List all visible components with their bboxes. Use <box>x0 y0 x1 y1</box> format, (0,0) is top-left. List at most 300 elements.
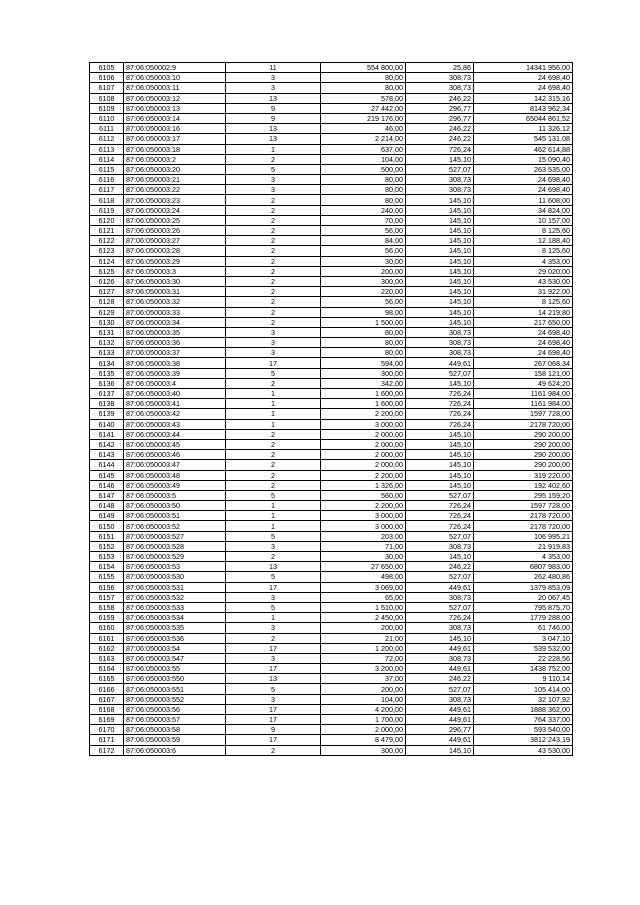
row-number-cell: 6126 <box>90 276 124 286</box>
cadastral-value-cell: 2178 720,00 <box>474 521 573 531</box>
group-code-cell: 3 <box>226 694 321 704</box>
cadastral-value-cell: 8 125,60 <box>474 226 573 236</box>
unit-rate-cell: 145,10 <box>406 470 474 480</box>
cadastral-value-cell: 24 698,40 <box>474 83 573 93</box>
row-number-cell: 6112 <box>90 134 124 144</box>
cadastral-number-cell: 87:06:050003:552 <box>124 694 226 704</box>
group-code-cell: 2 <box>226 226 321 236</box>
area-value-cell: 300,00 <box>321 276 406 286</box>
cadastral-number-cell: 87:06:050003:14 <box>124 113 226 123</box>
area-value-cell: 2 000,00 <box>321 439 406 449</box>
unit-rate-cell: 145,10 <box>406 236 474 246</box>
unit-rate-cell: 449,61 <box>406 358 474 368</box>
unit-rate-cell: 449,61 <box>406 582 474 592</box>
unit-rate-cell: 145,10 <box>406 297 474 307</box>
unit-rate-cell: 145,10 <box>406 205 474 215</box>
row-number-cell: 6147 <box>90 490 124 500</box>
row-number-cell: 6150 <box>90 521 124 531</box>
row-number-cell: 6133 <box>90 348 124 358</box>
table-row <box>90 297 573 307</box>
cadastral-value-cell: 462 614,88 <box>474 144 573 154</box>
area-value-cell: 70,00 <box>321 215 406 225</box>
area-value-cell: 80,00 <box>321 73 406 83</box>
group-code-cell: 3 <box>226 338 321 348</box>
unit-rate-cell: 145,10 <box>406 460 474 470</box>
cadastral-number-cell: 87:06:050003:41 <box>124 399 226 409</box>
table-row <box>90 490 573 500</box>
cadastral-value-cell: 4 353,00 <box>474 552 573 562</box>
cadastral-number-cell: 87:06:050003:56 <box>124 704 226 714</box>
cadastral-number-cell: 87:06:050003:22 <box>124 185 226 195</box>
table-row <box>90 643 573 653</box>
cadastral-number-cell: 87:06:050003:5 <box>124 490 226 500</box>
table-row <box>90 460 573 470</box>
row-number-cell: 6116 <box>90 175 124 185</box>
area-value-cell: 30,00 <box>321 256 406 266</box>
table-row <box>90 623 573 633</box>
cadastral-number-cell: 87:06:050003:47 <box>124 460 226 470</box>
group-code-cell: 2 <box>226 205 321 215</box>
row-number-cell: 6154 <box>90 562 124 572</box>
area-value-cell: 1 600,00 <box>321 399 406 409</box>
cadastral-value-cell: 290 200,00 <box>474 429 573 439</box>
cadastral-value-cell: 15 090,40 <box>474 154 573 164</box>
table-row <box>90 134 573 144</box>
cadastral-number-cell: 87:06:050003:529 <box>124 552 226 562</box>
group-code-cell: 3 <box>226 73 321 83</box>
row-number-cell: 6165 <box>90 674 124 684</box>
table-row <box>90 113 573 123</box>
area-value-cell: 1 510,00 <box>321 602 406 612</box>
table-row <box>90 582 573 592</box>
cadastral-number-cell: 87:06:050003:36 <box>124 338 226 348</box>
table-row <box>90 409 573 419</box>
table-row <box>90 144 573 154</box>
unit-rate-cell: 527,07 <box>406 572 474 582</box>
area-value-cell: 71,00 <box>321 541 406 551</box>
cadastral-number-cell: 87:06:050003:530 <box>124 572 226 582</box>
unit-rate-cell: 527,07 <box>406 602 474 612</box>
cadastral-value-cell: 262 480,86 <box>474 572 573 582</box>
row-number-cell: 6111 <box>90 124 124 134</box>
row-number-cell: 6127 <box>90 287 124 297</box>
unit-rate-cell: 145,10 <box>406 633 474 643</box>
area-value-cell: 21,00 <box>321 633 406 643</box>
cadastral-value-cell: 290 200,00 <box>474 450 573 460</box>
unit-rate-cell: 726,24 <box>406 613 474 623</box>
table-row <box>90 541 573 551</box>
table-row <box>90 552 573 562</box>
table-row <box>90 124 573 134</box>
group-code-cell: 2 <box>226 236 321 246</box>
row-number-cell: 6170 <box>90 725 124 735</box>
cadastral-value-cell: 217 650,00 <box>474 317 573 327</box>
unit-rate-cell: 145,10 <box>406 276 474 286</box>
unit-rate-cell: 726,24 <box>406 419 474 429</box>
table-row <box>90 378 573 388</box>
cadastral-number-cell: 87:06:050003:26 <box>124 226 226 236</box>
area-value-cell: 300,00 <box>321 745 406 755</box>
row-number-cell: 6166 <box>90 684 124 694</box>
group-code-cell: 2 <box>226 450 321 460</box>
unit-rate-cell: 25,86 <box>406 63 474 73</box>
table-row <box>90 175 573 185</box>
unit-rate-cell: 449,61 <box>406 704 474 714</box>
unit-rate-cell: 145,10 <box>406 429 474 439</box>
cadastral-number-cell: 87:06:050003:28 <box>124 246 226 256</box>
unit-rate-cell: 308,73 <box>406 83 474 93</box>
table-row <box>90 419 573 429</box>
table-row <box>90 83 573 93</box>
area-value-cell: 203,00 <box>321 531 406 541</box>
cadastral-value-cell: 290 200,00 <box>474 439 573 449</box>
cadastral-value-cell: 34 824,00 <box>474 205 573 215</box>
group-code-cell: 17 <box>226 664 321 674</box>
cadastral-value-cell: 24 698,40 <box>474 348 573 358</box>
cadastral-value-cell: 24 698,40 <box>474 185 573 195</box>
table-row <box>90 562 573 572</box>
area-value-cell: 2 000,00 <box>321 429 406 439</box>
unit-rate-cell: 527,07 <box>406 164 474 174</box>
area-value-cell: 3 200,00 <box>321 664 406 674</box>
cadastral-value-cell: 22 228,56 <box>474 653 573 663</box>
row-number-cell: 6119 <box>90 205 124 215</box>
unit-rate-cell: 449,61 <box>406 664 474 674</box>
area-value-cell: 200,00 <box>321 266 406 276</box>
cadastral-value-cell: 14 219,80 <box>474 307 573 317</box>
cadastral-value-cell: 43 530,00 <box>474 276 573 286</box>
row-number-cell: 6131 <box>90 327 124 337</box>
cadastral-value-cell: 65044 861,52 <box>474 113 573 123</box>
area-value-cell: 2 000,00 <box>321 450 406 460</box>
table-row <box>90 501 573 511</box>
area-value-cell: 80,00 <box>321 348 406 358</box>
row-number-cell: 6109 <box>90 103 124 113</box>
area-value-cell: 104,00 <box>321 154 406 164</box>
area-value-cell: 554 800,00 <box>321 63 406 73</box>
cadastral-number-cell: 87:06:050003:532 <box>124 592 226 602</box>
area-value-cell: 2 200,00 <box>321 501 406 511</box>
row-number-cell: 6144 <box>90 460 124 470</box>
cadastral-value-cell: 24 698,40 <box>474 175 573 185</box>
area-value-cell: 2 200,00 <box>321 470 406 480</box>
group-code-cell: 5 <box>226 602 321 612</box>
table-row <box>90 602 573 612</box>
table-row <box>90 531 573 541</box>
table-row <box>90 439 573 449</box>
group-code-cell: 5 <box>226 490 321 500</box>
cadastral-value-cell: 3 047,10 <box>474 633 573 643</box>
group-code-cell: 2 <box>226 633 321 643</box>
cadastral-number-cell: 87:06:050003:24 <box>124 205 226 215</box>
cadastral-number-cell: 87:06:050003:53 <box>124 562 226 572</box>
cadastral-number-cell: 87:06:050003:38 <box>124 358 226 368</box>
unit-rate-cell: 726,24 <box>406 501 474 511</box>
group-code-cell: 1 <box>226 521 321 531</box>
cadastral-number-cell: 87:06:050003:45 <box>124 439 226 449</box>
cadastral-value-cell: 290 200,00 <box>474 460 573 470</box>
cadastral-value-cell: 9 110,14 <box>474 674 573 684</box>
cadastral-number-cell: 87:06:050003:551 <box>124 684 226 694</box>
cadastral-number-cell: 87:06:050002:9 <box>124 63 226 73</box>
cadastral-value-cell: 192 402,60 <box>474 480 573 490</box>
cadastral-value-cell: 1597 728,00 <box>474 409 573 419</box>
cadastral-number-cell: 87:06:050003:59 <box>124 735 226 745</box>
row-number-cell: 6114 <box>90 154 124 164</box>
row-number-cell: 6169 <box>90 715 124 725</box>
unit-rate-cell: 449,61 <box>406 735 474 745</box>
unit-rate-cell: 726,24 <box>406 511 474 521</box>
group-code-cell: 2 <box>226 470 321 480</box>
row-number-cell: 6118 <box>90 195 124 205</box>
cadastral-value-cell: 32 107,92 <box>474 694 573 704</box>
group-code-cell: 2 <box>226 439 321 449</box>
table-row <box>90 195 573 205</box>
unit-rate-cell: 726,24 <box>406 409 474 419</box>
row-number-cell: 6120 <box>90 215 124 225</box>
table-row <box>90 674 573 684</box>
cadastral-number-cell: 87:06:050003:27 <box>124 236 226 246</box>
group-code-cell: 17 <box>226 715 321 725</box>
group-code-cell: 2 <box>226 297 321 307</box>
cadastral-value-cell: 24 698,40 <box>474 338 573 348</box>
row-number-cell: 6121 <box>90 226 124 236</box>
group-code-cell: 1 <box>226 419 321 429</box>
row-number-cell: 6117 <box>90 185 124 195</box>
cadastral-value-cell: 593 540,00 <box>474 725 573 735</box>
cadastral-number-cell: 87:06:050003:58 <box>124 725 226 735</box>
unit-rate-cell: 246,22 <box>406 674 474 684</box>
row-number-cell: 6124 <box>90 256 124 266</box>
unit-rate-cell: 145,10 <box>406 552 474 562</box>
area-value-cell: 200,00 <box>321 684 406 694</box>
area-value-cell: 80,00 <box>321 185 406 195</box>
group-code-cell: 2 <box>226 378 321 388</box>
area-value-cell: 2 214,00 <box>321 134 406 144</box>
cadastral-number-cell: 87:06:050003:6 <box>124 745 226 755</box>
unit-rate-cell: 145,10 <box>406 378 474 388</box>
unit-rate-cell: 308,73 <box>406 73 474 83</box>
table-row <box>90 572 573 582</box>
table-row <box>90 725 573 735</box>
row-number-cell: 6115 <box>90 164 124 174</box>
area-value-cell: 104,00 <box>321 694 406 704</box>
cadastral-number-cell: 87:06:050003:46 <box>124 450 226 460</box>
row-number-cell: 6158 <box>90 602 124 612</box>
cadastral-value-cell: 106 995,21 <box>474 531 573 541</box>
cadastral-number-cell: 87:06:050003:29 <box>124 256 226 266</box>
cadastral-number-cell: 87:06:050003:4 <box>124 378 226 388</box>
table-row <box>90 715 573 725</box>
cadastral-value-cell: 8 125,60 <box>474 246 573 256</box>
row-number-cell: 6140 <box>90 419 124 429</box>
cadastral-number-cell: 87:06:050003:10 <box>124 73 226 83</box>
row-number-cell: 6155 <box>90 572 124 582</box>
cadastral-value-cell: 8 125,60 <box>474 297 573 307</box>
area-value-cell: 2 000,00 <box>321 725 406 735</box>
cadastral-value-cell: 1161 984,00 <box>474 399 573 409</box>
table-row <box>90 93 573 103</box>
row-number-cell: 6135 <box>90 368 124 378</box>
group-code-cell: 1 <box>226 501 321 511</box>
area-value-cell: 80,00 <box>321 175 406 185</box>
cadastral-number-cell: 87:06:050003:2 <box>124 154 226 164</box>
row-number-cell: 6157 <box>90 592 124 602</box>
area-value-cell: 56,00 <box>321 226 406 236</box>
cadastral-value-cell: 2178 720,00 <box>474 511 573 521</box>
area-value-cell: 80,00 <box>321 83 406 93</box>
area-value-cell: 80,00 <box>321 195 406 205</box>
row-number-cell: 6153 <box>90 552 124 562</box>
cadastral-number-cell: 87:06:050003:34 <box>124 317 226 327</box>
unit-rate-cell: 308,73 <box>406 185 474 195</box>
group-code-cell: 17 <box>226 643 321 653</box>
cadastral-value-cell: 1438 752,00 <box>474 664 573 674</box>
row-number-cell: 6143 <box>90 450 124 460</box>
table-row <box>90 236 573 246</box>
row-number-cell: 6136 <box>90 378 124 388</box>
row-number-cell: 6168 <box>90 704 124 714</box>
cadastral-value-cell: 61 746,00 <box>474 623 573 633</box>
row-number-cell: 6167 <box>90 694 124 704</box>
area-value-cell: 2 200,00 <box>321 409 406 419</box>
area-value-cell: 56,00 <box>321 246 406 256</box>
row-number-cell: 6105 <box>90 63 124 73</box>
table-row <box>90 317 573 327</box>
group-code-cell: 5 <box>226 572 321 582</box>
cadastral-value-cell: 12 188,40 <box>474 236 573 246</box>
unit-rate-cell: 145,10 <box>406 246 474 256</box>
table-row <box>90 103 573 113</box>
table-row <box>90 745 573 755</box>
table-row <box>90 327 573 337</box>
cadastral-value-cell: 29 020,00 <box>474 266 573 276</box>
group-code-cell: 17 <box>226 704 321 714</box>
cadastral-value-cell: 21 919,83 <box>474 541 573 551</box>
unit-rate-cell: 527,07 <box>406 490 474 500</box>
cadastral-value-cell: 319 220,00 <box>474 470 573 480</box>
unit-rate-cell: 145,10 <box>406 154 474 164</box>
table-row <box>90 256 573 266</box>
cadastral-number-cell: 87:06:050003:33 <box>124 307 226 317</box>
unit-rate-cell: 145,10 <box>406 287 474 297</box>
table-row <box>90 684 573 694</box>
row-number-cell: 6134 <box>90 358 124 368</box>
area-value-cell: 72,00 <box>321 653 406 663</box>
cadastral-value-cell: 8143 962,34 <box>474 103 573 113</box>
row-number-cell: 6152 <box>90 541 124 551</box>
cadastral-number-cell: 87:06:050003:49 <box>124 480 226 490</box>
unit-rate-cell: 246,22 <box>406 134 474 144</box>
cadastral-number-cell: 87:06:050003:37 <box>124 348 226 358</box>
area-value-cell: 220,00 <box>321 287 406 297</box>
group-code-cell: 5 <box>226 368 321 378</box>
row-number-cell: 6151 <box>90 531 124 541</box>
unit-rate-cell: 145,10 <box>406 450 474 460</box>
unit-rate-cell: 246,22 <box>406 93 474 103</box>
table-row <box>90 470 573 480</box>
cadastral-value-cell: 49 624,20 <box>474 378 573 388</box>
table-row <box>90 276 573 286</box>
group-code-cell: 2 <box>226 246 321 256</box>
unit-rate-cell: 246,22 <box>406 562 474 572</box>
row-number-cell: 6123 <box>90 246 124 256</box>
group-code-cell: 2 <box>226 276 321 286</box>
group-code-cell: 2 <box>226 552 321 562</box>
group-code-cell: 3 <box>226 83 321 93</box>
cadastral-number-cell: 87:06:050003:39 <box>124 368 226 378</box>
area-value-cell: 84,00 <box>321 236 406 246</box>
row-number-cell: 6172 <box>90 745 124 755</box>
table-row <box>90 450 573 460</box>
area-value-cell: 30,00 <box>321 552 406 562</box>
unit-rate-cell: 308,73 <box>406 348 474 358</box>
table-row <box>90 633 573 643</box>
cadastral-value-cell: 31 922,00 <box>474 287 573 297</box>
cadastral-value-cell: 1379 853,09 <box>474 582 573 592</box>
area-value-cell: 300,00 <box>321 368 406 378</box>
row-number-cell: 6125 <box>90 266 124 276</box>
row-number-cell: 6106 <box>90 73 124 83</box>
area-value-cell: 1 600,00 <box>321 389 406 399</box>
table-row <box>90 358 573 368</box>
row-number-cell: 6148 <box>90 501 124 511</box>
table-row <box>90 338 573 348</box>
row-number-cell: 6128 <box>90 297 124 307</box>
area-value-cell: 4 200,00 <box>321 704 406 714</box>
unit-rate-cell: 296,77 <box>406 113 474 123</box>
cadastral-value-cell: 795 875,70 <box>474 602 573 612</box>
group-code-cell: 2 <box>226 256 321 266</box>
unit-rate-cell: 145,10 <box>406 266 474 276</box>
group-code-cell: 3 <box>226 175 321 185</box>
area-value-cell: 27 442,00 <box>321 103 406 113</box>
area-value-cell: 1 700,00 <box>321 715 406 725</box>
row-number-cell: 6138 <box>90 399 124 409</box>
row-number-cell: 6122 <box>90 236 124 246</box>
area-value-cell: 637,00 <box>321 144 406 154</box>
cadastral-number-cell: 87:06:050003:35 <box>124 327 226 337</box>
cadastral-value-table <box>89 62 573 756</box>
group-code-cell: 1 <box>226 389 321 399</box>
area-value-cell: 8 479,00 <box>321 735 406 745</box>
unit-rate-cell: 308,73 <box>406 623 474 633</box>
group-code-cell: 17 <box>226 582 321 592</box>
cadastral-number-cell: 87:06:050003:40 <box>124 389 226 399</box>
cadastral-value-cell: 1161 984,00 <box>474 389 573 399</box>
cadastral-value-cell: 1597 728,00 <box>474 501 573 511</box>
cadastral-number-cell: 87:06:050003:31 <box>124 287 226 297</box>
cadastral-value-cell: 43 530,00 <box>474 745 573 755</box>
area-value-cell: 219 176,00 <box>321 113 406 123</box>
group-code-cell: 2 <box>226 745 321 755</box>
cadastral-value-cell: 267 068,34 <box>474 358 573 368</box>
row-number-cell: 6171 <box>90 735 124 745</box>
group-code-cell: 2 <box>226 215 321 225</box>
cadastral-value-cell: 20 067,45 <box>474 592 573 602</box>
table-row <box>90 511 573 521</box>
unit-rate-cell: 145,10 <box>406 480 474 490</box>
unit-rate-cell: 726,24 <box>406 521 474 531</box>
area-value-cell: 98,00 <box>321 307 406 317</box>
table-row <box>90 348 573 358</box>
area-value-cell: 80,00 <box>321 338 406 348</box>
unit-rate-cell: 527,07 <box>406 368 474 378</box>
unit-rate-cell: 308,73 <box>406 327 474 337</box>
cadastral-number-cell: 87:06:050003:536 <box>124 633 226 643</box>
group-code-cell: 11 <box>226 63 321 73</box>
cadastral-number-cell: 87:06:050003:18 <box>124 144 226 154</box>
